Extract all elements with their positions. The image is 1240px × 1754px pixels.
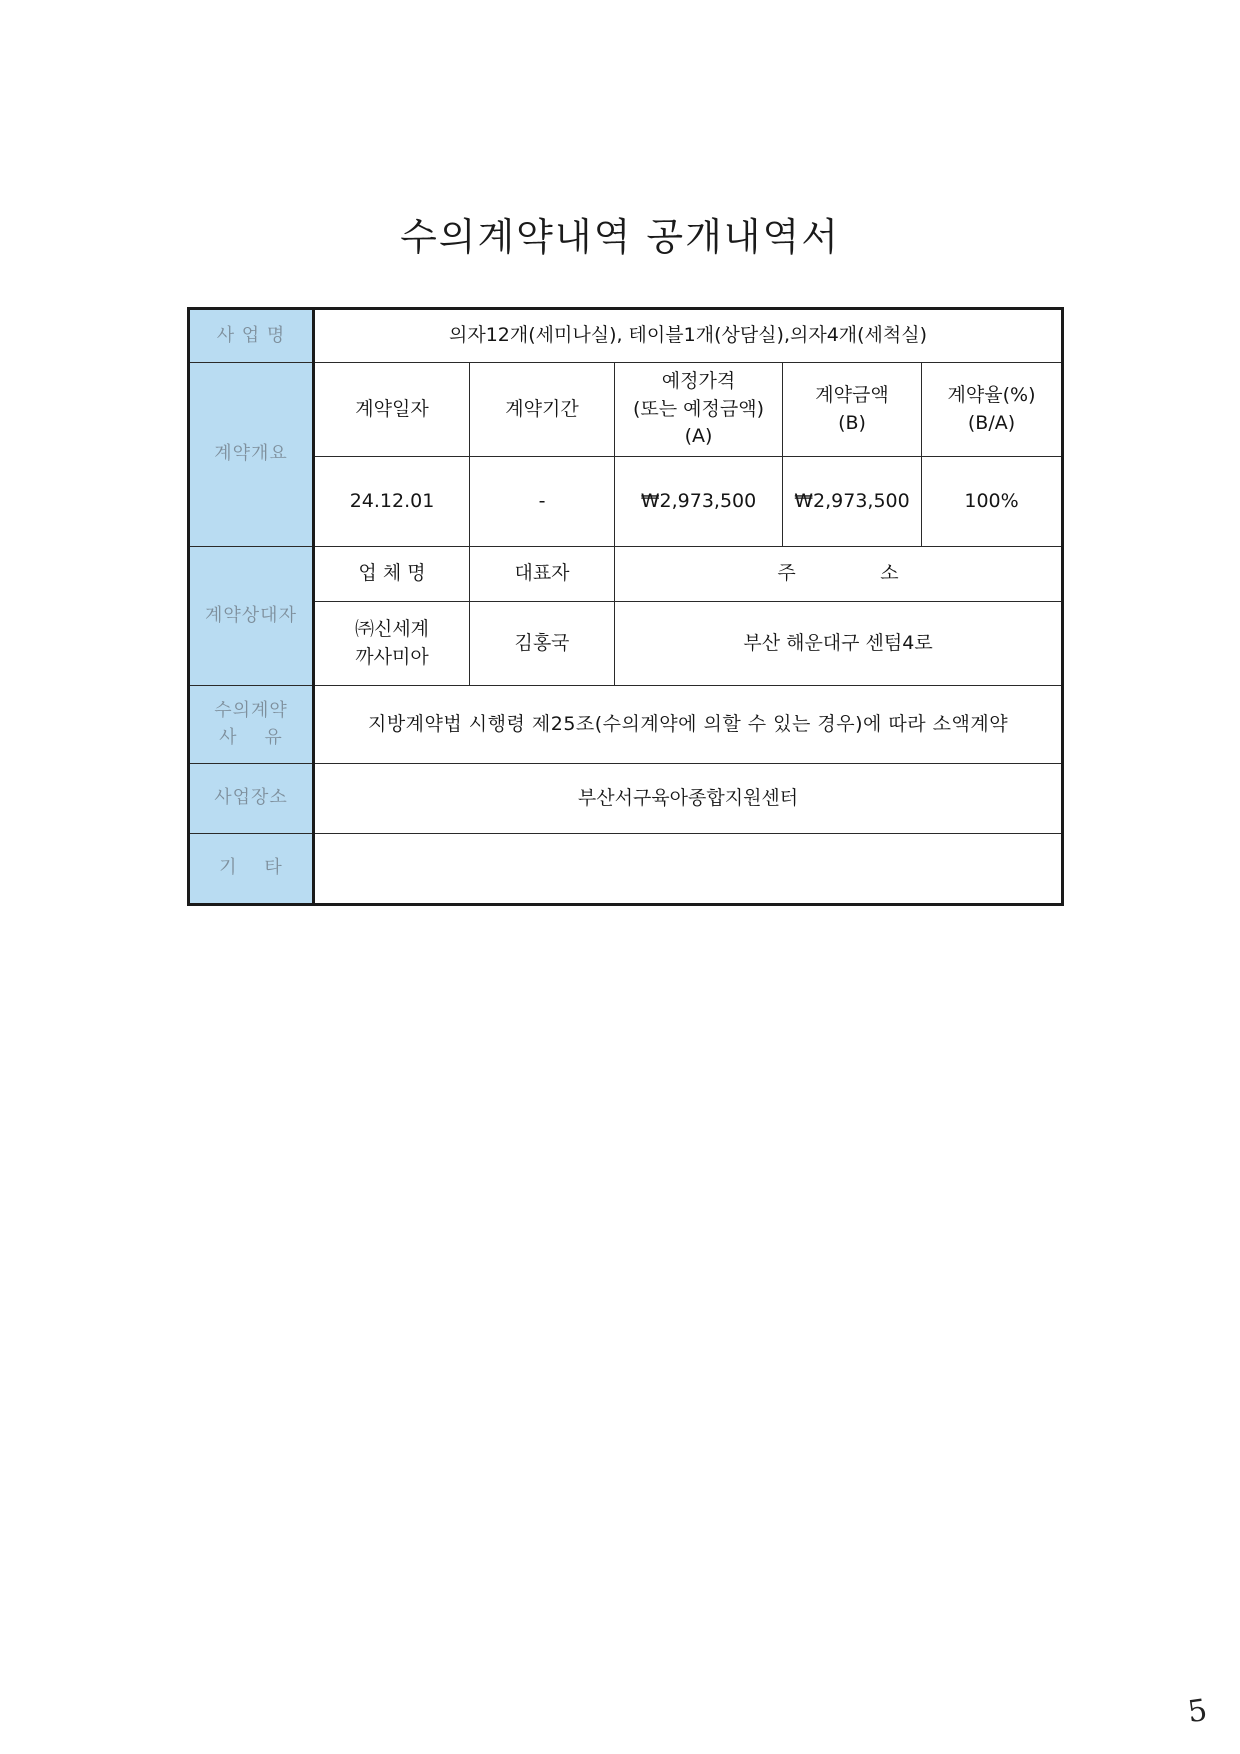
representative-header: 대표자: [470, 547, 615, 602]
contract-disclosure-table: [187, 307, 1064, 906]
counterparty-label: 계약상대자: [189, 547, 314, 686]
estimated-price-header: [615, 363, 783, 457]
reason-row: [189, 686, 1063, 764]
contract-summary-value-row: [189, 457, 1063, 547]
company-name-line1: ㈜신세계: [354, 617, 430, 640]
contract-amount-header-line1: 계약금액: [815, 383, 889, 406]
other-label: 기 타: [189, 834, 314, 905]
reason-label: [189, 686, 314, 764]
contract-amount-header: [783, 363, 922, 457]
company-name-header: 업 체 명: [314, 547, 470, 602]
contract-rate-header-line2: (B/A): [967, 411, 1016, 434]
representative-value: 김홍국: [470, 602, 615, 686]
contract-rate-header-line1: 계약율(%): [947, 383, 1036, 406]
contract-rate-header: [922, 363, 1063, 457]
address-header: 주 소: [615, 547, 1063, 602]
contract-period-value: -: [470, 457, 615, 547]
contract-summary-header-row: [189, 363, 1063, 457]
project-name-row: [189, 309, 1063, 363]
estimated-price-header-line2: (또는 예정금액): [633, 397, 764, 420]
other-value: [314, 834, 1063, 905]
document-title: 수의계약내역 공개내역서: [400, 215, 840, 259]
address-value: 부산 해운대구 센텀4로: [615, 602, 1063, 686]
other-row: [189, 834, 1063, 905]
counterparty-value-row: [189, 602, 1063, 686]
contract-amount-header-line2: (B): [838, 411, 866, 434]
estimated-price-header-line3: (A): [684, 425, 713, 448]
project-name-value: 의자12개(세미나실), 테이블1개(상담실),의자4개(세척실): [314, 309, 1063, 363]
company-name-line2: 까사미아: [355, 645, 429, 668]
company-name-value: [314, 602, 470, 686]
location-value: 부산서구육아종합지원센터: [314, 764, 1063, 834]
contract-date-header: 계약일자: [314, 363, 470, 457]
contract-date-value: 24.12.01: [314, 457, 470, 547]
estimated-price-value: ₩2,973,500: [615, 457, 783, 547]
estimated-price-header-line1: 예정가격: [661, 370, 736, 393]
contract-rate-value: 100%: [922, 457, 1063, 547]
location-label: 사업장소: [189, 764, 314, 834]
handwritten-page-number: 5: [1185, 1692, 1210, 1731]
reason-value: 지방계약법 시행령 제25조(수의계약에 의할 수 있는 경우)에 따라 소액계약: [314, 686, 1063, 764]
contract-period-header: 계약기간: [470, 363, 615, 457]
contract-amount-value: ₩2,973,500: [783, 457, 922, 547]
contract-summary-label: 계약개요: [189, 363, 314, 547]
project-name-label: 사 업 명: [189, 309, 314, 363]
reason-label-line2: 사 유: [219, 726, 283, 748]
reason-label-line1: 수의계약: [214, 700, 288, 722]
counterparty-header-row: [189, 547, 1063, 602]
location-row: [189, 764, 1063, 834]
